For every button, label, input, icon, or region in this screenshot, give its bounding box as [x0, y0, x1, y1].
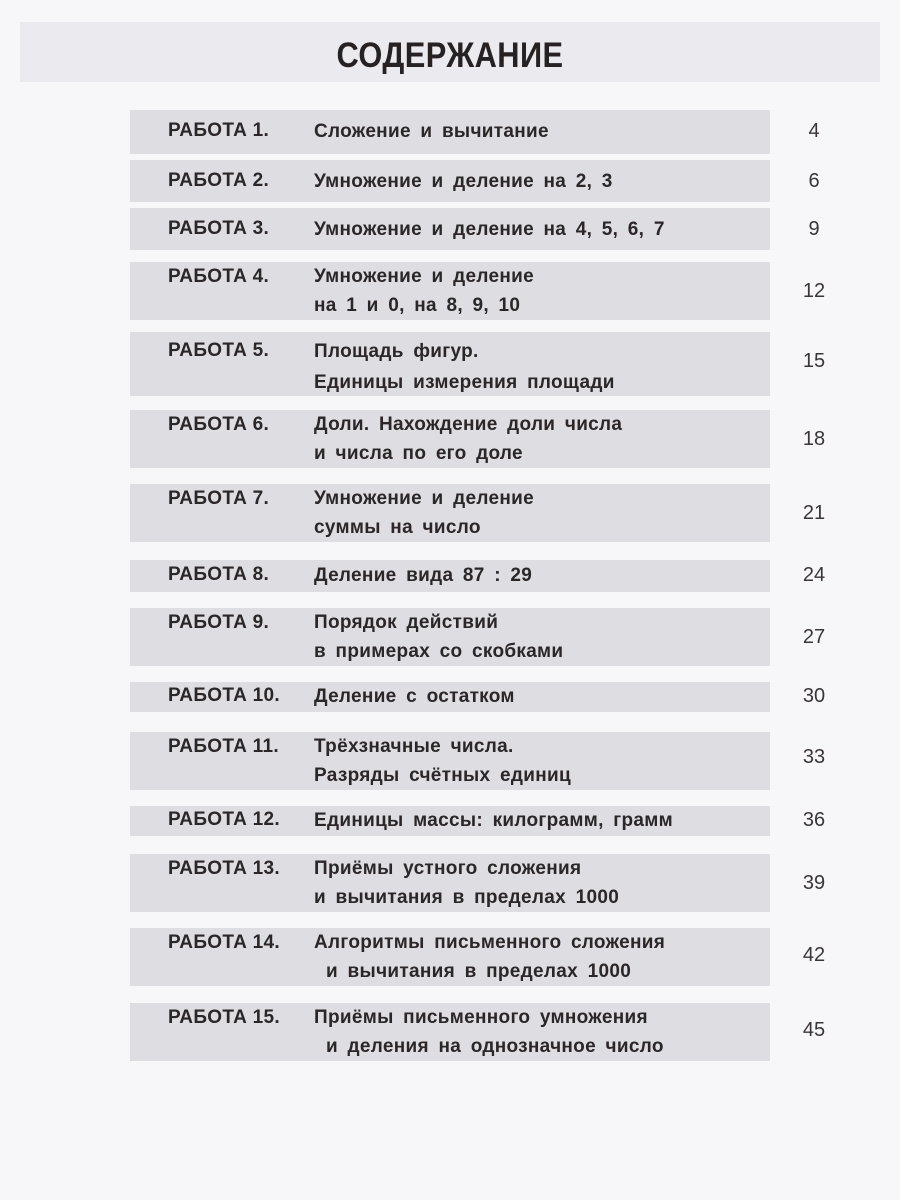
toc-entry-page[interactable]: 15 [802, 350, 826, 372]
toc-entry-page[interactable]: 4 [808, 120, 820, 142]
toc-entry-page[interactable]: 24 [802, 564, 826, 586]
toc-entry-9[interactable] [130, 608, 826, 666]
toc-entry-8[interactable] [130, 560, 826, 592]
toc-entry-page[interactable]: 45 [802, 1019, 826, 1041]
toc-entry-page[interactable]: 18 [802, 428, 826, 450]
toc-entry-page[interactable]: 9 [808, 218, 820, 240]
toc-entry-page[interactable]: 6 [808, 170, 820, 192]
toc-entry-label: РАБОТА 6. [168, 414, 270, 435]
toc-entry-label: РАБОТА 13. [168, 858, 280, 879]
toc-entry-page[interactable]: 30 [802, 685, 826, 707]
toc-entry-page[interactable]: 39 [802, 872, 826, 894]
toc-entry-label: РАБОТА 3. [168, 218, 270, 239]
toc-entry-page[interactable]: 12 [802, 280, 826, 302]
toc-entry-title: Площадь фигур. Единицы измерения площади [314, 341, 615, 393]
toc-entry-label: РАБОТА 12. [168, 809, 280, 830]
toc-entry-5[interactable] [130, 332, 826, 396]
toc-entry-title: Умножение и деление на 2, 3 [314, 171, 613, 192]
toc-entry-label: РАБОТА 1. [168, 120, 270, 141]
toc-entry-label: РАБОТА 11. [168, 736, 279, 757]
toc-entry-label: РАБОТА 4. [168, 266, 270, 287]
toc-entry-label: РАБОТА 14. [168, 932, 280, 953]
toc-entry-1[interactable] [130, 110, 820, 154]
toc-entry-page[interactable]: 36 [802, 809, 826, 831]
toc-entry-title: Деление с остатком [314, 686, 515, 707]
page-title: СОДЕРЖАНИЕ [336, 36, 564, 75]
toc-entry-label: РАБОТА 7. [168, 488, 270, 509]
toc-entry-6[interactable] [130, 410, 826, 468]
toc-entry-label: РАБОТА 9. [168, 612, 270, 633]
toc-entry-title: Сложение и вычитание [314, 121, 549, 142]
toc-entry-label: РАБОТА 10. [168, 685, 280, 706]
toc-entry-13[interactable] [130, 854, 826, 912]
toc-entry-10[interactable] [130, 682, 826, 712]
toc-entry-title: Приёмы устного сложения и вычитания в пределах 1000 [314, 858, 620, 908]
toc-entry-title: Доли. Нахождение доли числа и числа по его доле [314, 414, 623, 464]
toc-entry-page[interactable]: 42 [802, 944, 826, 966]
toc-entry-14[interactable] [130, 928, 826, 986]
toc-entry-12[interactable] [130, 806, 826, 836]
toc-entry-title: Алгоритмы письменного сложения и вычитания в пределах 1000 [314, 932, 666, 982]
toc-entry-title: Умножение и деление на 1 и 0, на 8, 9, 10 [314, 266, 534, 316]
toc-entry-15[interactable] [130, 1003, 826, 1061]
toc-entry-4[interactable] [130, 262, 826, 320]
toc-entry-title: Деление вида 87 : 29 [314, 565, 533, 586]
toc-entry-7[interactable] [130, 484, 826, 542]
toc-entry-label: РАБОТА 8. [168, 564, 270, 585]
toc-entry-title: Трёхзначные числа. Разряды счётных единиц [314, 736, 571, 786]
toc-entry-title: Умножение и деление суммы на число [314, 488, 534, 538]
toc-entry-label: РАБОТА 5. [168, 340, 270, 361]
toc-entry-title: Умножение и деление на 4, 5, 6, 7 [314, 219, 665, 240]
toc-entry-3[interactable] [130, 208, 820, 250]
toc-entry-2[interactable] [130, 160, 820, 202]
toc-entry-page[interactable]: 33 [802, 746, 826, 768]
toc-entry-label: РАБОТА 15. [168, 1007, 280, 1028]
toc-entry-title: Порядок действий в примерах со скобками [314, 612, 564, 662]
toc-entry-page[interactable]: 27 [802, 626, 826, 648]
toc-entry-11[interactable] [130, 732, 826, 790]
toc-entry-label: РАБОТА 2. [168, 170, 270, 191]
toc-entry-title: Приёмы письменного умножения и деления на однозначное число [314, 1007, 664, 1057]
toc-entry-title: Единицы массы: килограмм, грамм [314, 810, 673, 831]
toc-entry-page[interactable]: 21 [802, 502, 826, 524]
